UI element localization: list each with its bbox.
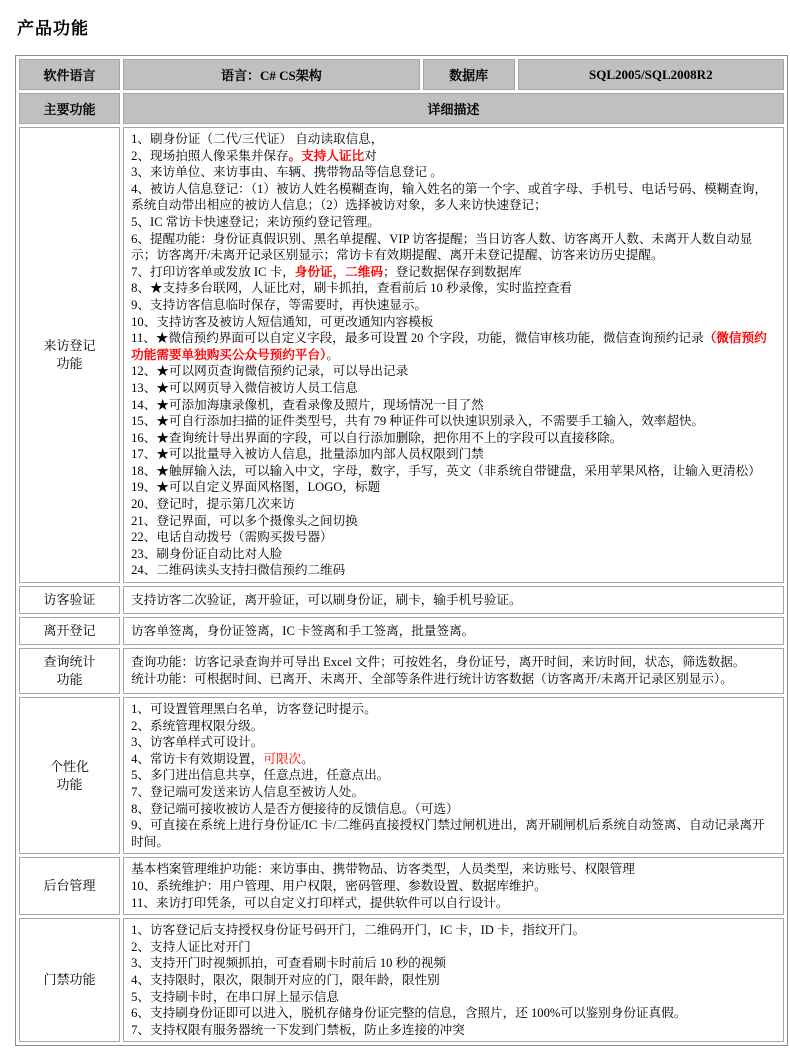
feature-line: 7、登记端可发送来访人信息至被访人处。 — [131, 785, 365, 799]
database-value: SQL2005/SQL2008R2 — [518, 59, 784, 90]
feature-line: 10、支持访客及被访人短信通知，可更改通知内容模板 — [131, 314, 434, 329]
feature-row — [19, 127, 784, 583]
feature-line: 12、★可以网页查询微信预约记录，可以导出记录 — [131, 364, 409, 379]
feature-line: 22、电话自动拨号（需购买拨号器） — [131, 530, 333, 545]
feature-content-cell — [123, 648, 784, 694]
feature-line: 3、访客单样式可设计。 — [131, 735, 264, 750]
feature-line: 4、支持限时，限次，限制开对应的门，限年龄，限性别 — [131, 972, 440, 987]
feature-line: 查询功能：访客记录查询并可导出 Excel 文件；可按姓名，身份证号，离开时间，来访时间，状态，筛选数据。 — [131, 655, 746, 670]
feature-label-cell: 后台管理 — [19, 857, 120, 915]
feature-line: 统计功能：可根据时间、已离开、未离开、全部等条件进行统计访客数据（访客离开/未离开记录区别显示）。 — [131, 672, 733, 687]
feature-line: 8、登记端可接收被访人是否方便接待的反馈信息。（可选） — [131, 801, 459, 816]
feature-line: 1、访客登记后支持授权身份证号码开门，二维码开门，IC 卡，ID 卡，指纹开门。 — [131, 923, 586, 938]
feature-line: 2、支持人证比对开门 — [131, 939, 251, 954]
highlighted-text: 身份证，二维码 — [294, 264, 383, 279]
feature-line: 24、二维码读头支持扫微信预约二维码 — [131, 563, 346, 578]
feature-row — [19, 918, 784, 1042]
main-function-label: 主要功能 — [19, 93, 120, 124]
feature-content-cell — [123, 918, 784, 1042]
feature-content-cell — [123, 617, 784, 645]
feature-line: 1、可设置管理黑白名单，访客登记时提示。 — [131, 702, 377, 717]
feature-line: 10、系统维护：用户管理、用户权限，密码管理、参数设置、数据库维护。 — [131, 878, 547, 893]
feature-label-cell: 个性化 功能 — [19, 697, 120, 854]
feature-content-cell — [123, 857, 784, 915]
feature-line: 11、来访打印凭条，可以自定义打印样式，提供软件可以自行设计。 — [131, 895, 509, 910]
feature-line: 8、★支持多台联网，人证比对，刷卡抓拍，查看前后 10 秒录像，实时监控查看 — [131, 281, 572, 296]
feature-label-cell: 查询统计 功能 — [19, 648, 120, 694]
feature-line: 11、★微信预约界面可以自定义字段，最多可设置 20 个字段，功能，微信审核功能，微信查询预约记录（微信预约功能需要单独购买公众号预约平台）。 — [131, 331, 767, 362]
feature-line: 支持访客二次验证，离开验证，可以刷身份证，刷卡，输手机号验证。 — [131, 592, 522, 607]
feature-label-cell: 来访登记 功能 — [19, 127, 120, 583]
feature-line: 2、系统管理权限分级。 — [131, 718, 264, 733]
feature-line: 3、来访单位、来访事由、车辆、携带物品等信息登记 。 — [131, 165, 443, 180]
feature-line: 2、现场拍照人像采集并保存。支持人证比对 — [131, 148, 377, 163]
feature-line: 3、支持开门时视频抓拍，可查看刷卡时前后 10 秒的视频 — [131, 956, 446, 971]
database-label: 数据库 — [423, 59, 515, 90]
feature-line: 15、★可自行添加扫描的证件类型号，共有 79 种证件可以快速识别录入，不需要手工输入，效率超快。 — [131, 414, 705, 429]
feature-line: 13、★可以网页导入微信被访人员工信息 — [131, 380, 358, 395]
feature-line: 7、打印访客单或发放 IC 卡，身份证，二维码；登记数据保存到数据库 — [131, 264, 522, 279]
feature-line: 21、登记界面，可以多个摄像头之间切换 — [131, 513, 358, 528]
highlighted-text: 。支持人证比 — [288, 148, 365, 163]
feature-line: 6、提醒功能：身份证真假识别、黑名单提醒、VIP 访客提醒；当日访客人数、访客离开人数、未离开人数自动显示；访客离开/未离开记录区别显示；常访卡有效期提醒、离开未登记提醒、访客来访历史提醒。 — [131, 231, 753, 263]
feature-line: 6、支持刷身份证即可以进入，脱机存储身份证完整的信息，含照片，还 100%可以鉴别身份证真假。 — [131, 1006, 687, 1021]
feature-row — [19, 697, 784, 854]
page-title: 产品功能 — [17, 19, 89, 38]
detail-description-label: 详细描述 — [123, 93, 784, 124]
feature-content-cell — [123, 127, 784, 583]
feature-line: 4、被访人信息登记：（1）被访人姓名模糊查询，输入姓名的第一个字、或首字母、手机号、电话号码、模糊查询，系统自动带出相应的被访人信息；（2）选择被访对象，多人来访快速登记； — [131, 181, 768, 213]
feature-line: 23、刷身份证自动比对人脸 — [131, 546, 283, 561]
feature-line: 7、支持权限有服务器统一下发到门禁板，防止多连接的冲突 — [131, 1022, 465, 1037]
feature-label-cell: 离开登记 — [19, 617, 120, 645]
highlighted-text: （微信预约功能需要单独购买公众号预约平台） — [131, 331, 767, 362]
software-language-label: 软件语言 — [19, 59, 120, 90]
feature-line: 基本档案管理维护功能：来访事由、携带物品、访客类型，人员类型，来访账号、权限管理 — [131, 862, 635, 877]
feature-line: 1、刷身份证（二代/三代证） 自动读取信息， — [131, 132, 384, 146]
feature-rows-body — [19, 127, 784, 1042]
feature-line: 5、IC 常访卡快速登记；来访预约登记管理。 — [131, 214, 380, 229]
feature-line: 19、★可以自定义界面风格图，LOGO，标题 — [131, 480, 381, 495]
feature-line: 5、多门进出信息共享，任意点进，任意点出。 — [131, 768, 390, 783]
feature-line: 4、常访卡有效期设置，可限次。 — [131, 751, 314, 766]
feature-row — [19, 648, 784, 694]
feature-line: 9、支持访客信息临时保存，等需要时，再快速显示。 — [131, 297, 428, 312]
feature-row — [19, 857, 784, 915]
feature-line: 14、★可添加海康录像机，查看录像及照片，现场情况一目了然 — [131, 397, 484, 412]
product-feature-table — [15, 55, 788, 1046]
feature-row — [19, 586, 784, 614]
feature-label-cell: 门禁功能 — [19, 918, 120, 1042]
feature-line: 5、支持刷卡时，在串口屏上显示信息 — [131, 989, 339, 1004]
feature-line: 18、★触屏输入法，可以输入中文，字母，数字，手写，英文（非系统自带键盘，采用苹果风格，让输入更清松） — [131, 463, 761, 478]
feature-line: 9、可直接在系统上进行身份证/IC 卡/二维码直接授权门禁过闸机进出，离开刷闸机后系统自动签离、自动记录离开时间。 — [131, 818, 765, 849]
feature-line: 访客单签离，身份证签离，IC 卡签离和手工签离，批量签离。 — [131, 623, 475, 638]
highlighted-text: 可限次 — [263, 751, 302, 766]
feature-row — [19, 617, 784, 645]
header-row-2 — [19, 93, 784, 124]
feature-line: 17、★可以批量导入被访人信息，批量添加内部人员权限到门禁 — [131, 447, 484, 462]
feature-content-cell — [123, 697, 784, 854]
header-row-1 — [19, 59, 784, 90]
feature-line: 16、★查询统计导出界面的字段，可以自行添加删除，把你用不上的字段可以直接移除。 — [131, 430, 623, 445]
feature-label-cell: 访客验证 — [19, 586, 120, 614]
software-language-value: 语言：C# CS架构 — [123, 59, 419, 90]
feature-line: 20、登记时，提示第几次来访 — [131, 497, 295, 512]
feature-content-cell — [123, 586, 784, 614]
